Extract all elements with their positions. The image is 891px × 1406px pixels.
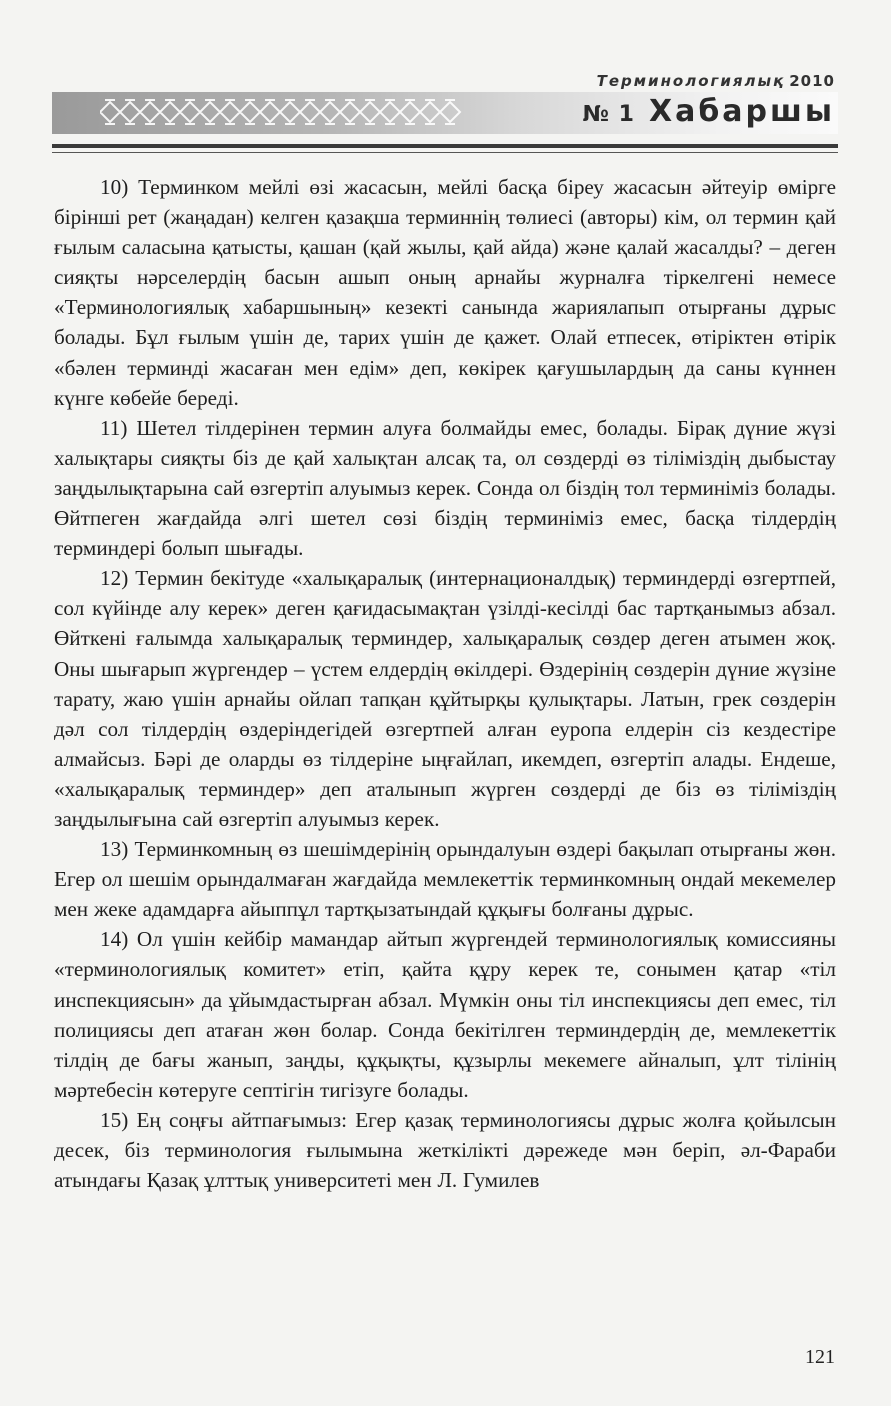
page-number: 121 [805, 1346, 835, 1368]
journal-name: Терминологиялық [596, 72, 786, 90]
paragraph-15: 15) Ең соңғы айтпағымыз: Егер қазақ терминологиясы дұрыс жолға қойылсын десек, біз терминология ғылымына жеткілікті дәрежеде мән беріп, әл-Фараби атындағы Қазақ ұлттық университеті мен Л. Гумилев [54, 1107, 836, 1193]
paragraph-12: 12) Термин бекітуде «халықаралық (интернационалдық) терминдерді өзгертпей, сол күйінде алу керек» деген қағидасымақтан үзілді-кесілді бас тартқанымыз абзал. Өйткені ғалымда халықаралық терминдер, халықаралық сөздер деген атымен жоқ. Оны шығарып жүргендер – үстем елдердің өкілдері. Өздерінің сөздерін дүние жүзіне тарату, жаю үшін арнайы ойлап тапқан құйтырқы қулықтары. Латын, грек сөздерін дәл сол тілдердің өздеріндегідей өзгертпей алған еуропа елдерін сіз кездестіре алмайсыз. Бәрі де оларды өз тілдеріне ыңғайлап, икемдеп, өзгертіп алады. Ендеше, «халықаралық терминдер» деп аталынып жүрген сөздерді де біз өз тіліміздің заңдылығына сай өзгертіп алуымыз керек. [54, 566, 836, 831]
paragraph-13: 13) Терминкомның өз шешімдерінің орындалуын өздері бақылап отырғаны жөн. Егер ол шешім орындалмаған жағдайда мемлекеттік терминкомның ондай мекемелер мен жеке адамдарға айыппұл тартқызатындай құқығы болғаны дұрыс. [54, 837, 836, 922]
paragraph-10: 10) Терминком мейлі өзі жасасын, мейлі басқа біреу жасасын әйтеуір өмірге бірінші рет (жаңадан) келген қазақша терминнің төлиесі (авторы) кім, ол термин қай ғылым саласына қатысты, қашан (қай жылы, қай айда) және қалай жасалды? – деген сияқты нәрселердің басын ашып оның арнайы журналға тіркелгені немесе «Терминологиялық хабаршының» кезекті санында жариялапып отырғаны дұрыс болады. Бұл ғылым үшін де, тарих үшін де қажет. Олай етпесек, өтіріктен өтірік «бәлен терминді жасаған мен едім» деп, көкірек қағушылардың да саны күннен күнге көбейе береді. [54, 175, 836, 410]
header-rule-thick [52, 144, 838, 148]
article-body [54, 172, 836, 1195]
header-rule-thin [52, 152, 838, 153]
paragraph-14: 14) Ол үшін кейбір мамандар айтып жүргендей терминологиялық комиссияны «терминологиялық комитет» етіп, қайта құру керек те, сонымен қатар «тіл инспекциясын» да ұйымдастырған абзал. Мүмкін оны тіл инспекциясы деп емес, тіл полициясы деп атаған жөн болар. Сонда бекітілген терминдердің де, мемлекеттік тілдің де бағы жанып, заңды, құқықты, құзырлы мекемеге айналып, ұлт тілінің мәртебесін көтеруге септігін тигізуге болады. [54, 927, 836, 1102]
ornament-decoration [100, 96, 480, 128]
issue-title-block [583, 94, 835, 129]
issue-number: № 1 [582, 102, 635, 127]
journal-year: 2010 [789, 72, 835, 90]
publication-title: Хабаршы [648, 94, 835, 129]
paragraph-11: 11) Шетел тілдерінен термин алуға болмайды емес, болады. Бірақ дүние жүзі халықтары сияқты біз де қай халықтан алсақ та, ол сөздерді өз тіліміздің дыбыстау заңдылықтарына сай өзгертіп алуымыз керек. Сонда ол біздің тол терминіміз болады. Өйтпеген жағдайда әлгі шетел сөзі біздің терминіміз емес, басқа тілдердің терминдері болып шығады. [54, 415, 836, 561]
page-header [0, 0, 891, 160]
journal-name-line [597, 72, 835, 90]
